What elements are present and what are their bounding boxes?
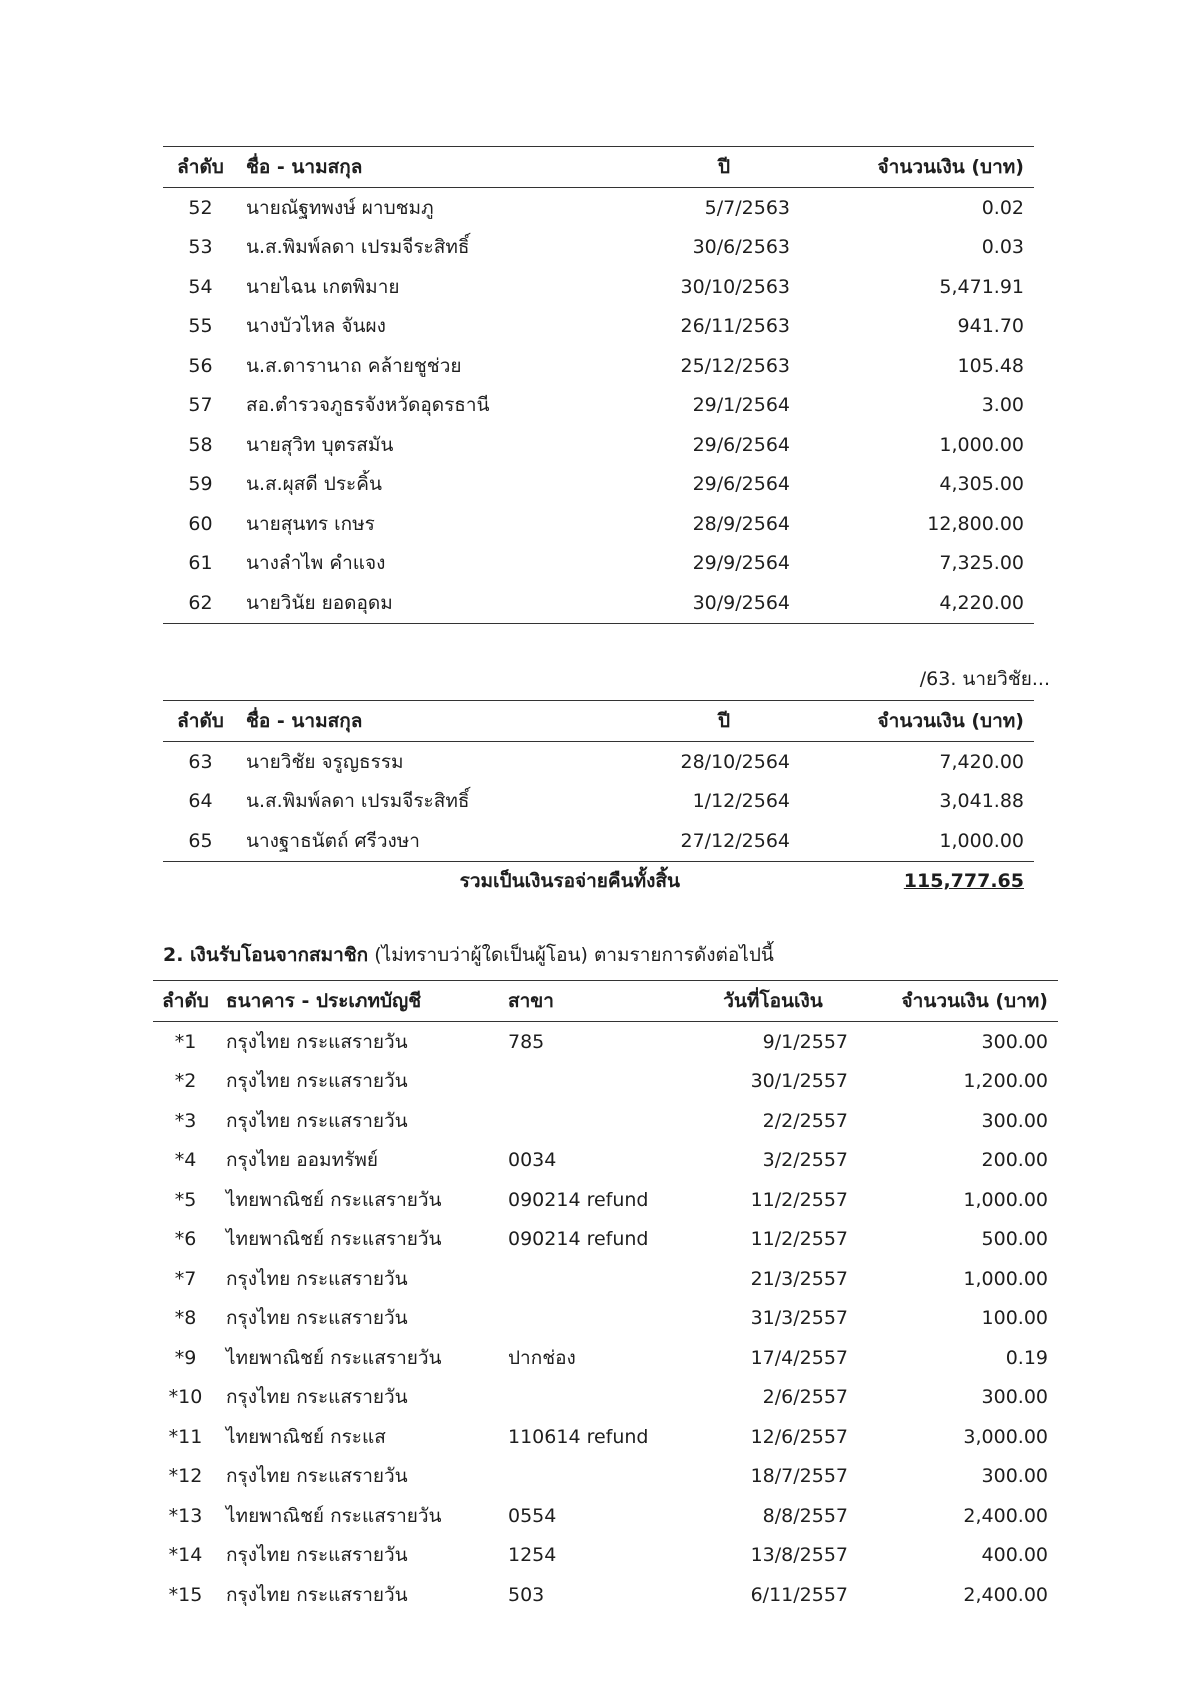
row-bank: ไทยพาณิชย์ กระแสรายวัน [226,1504,442,1527]
table-row [153,1259,1058,1299]
row-amount: 0.19 [1005,1346,1048,1369]
table-row [163,782,1034,822]
row-name: น.ส.พิมพ์ลดา เปรมจีระสิทธิ์ [246,236,470,259]
row-name: น.ส.พิมพ์ลดา เปรมจีระสิทธิ์ [246,790,470,813]
row-amount: 300.00 [981,1030,1048,1053]
row-branch: 503 [508,1583,545,1606]
table-row [163,504,1034,544]
row-bank: กรุงไทย กระแสรายวัน [226,1030,408,1053]
row-number: 53 [188,236,213,259]
row-branch: 090214 refund [508,1228,649,1251]
row-branch [508,1378,698,1418]
row-amount: 3,000.00 [963,1425,1048,1448]
header-name: ชื่อ - นามสกุล [238,147,658,188]
row-date: 31/3/2557 [750,1307,848,1330]
row-amount: 1,000.00 [800,821,1034,861]
row-amount: 2,400.00 [963,1504,1048,1527]
row-number: *13 [168,1504,203,1527]
row-amount: 105.48 [957,354,1024,377]
header-no: ลำดับ [163,147,238,188]
row-name: นายสุนทร เกษร [246,512,375,535]
total-row [163,861,1034,901]
row-number: *3 [174,1109,197,1132]
row-name: นางบัวไหล จันผง [246,315,386,338]
table-row [163,544,1034,584]
row-amount: 200.00 [981,1149,1048,1172]
row-amount: 941.70 [957,315,1024,338]
section-2-heading [163,940,774,970]
row-amount: 3.00 [981,394,1024,417]
table-row [153,1101,1058,1141]
table-row [153,1062,1058,1102]
row-amount: 3,041.88 [939,790,1024,813]
row-date: 28/9/2564 [692,512,790,535]
row-amount: 0.02 [981,196,1024,219]
row-number: 59 [188,473,213,496]
row-number: *9 [174,1346,197,1369]
row-date: 8/8/2557 [762,1504,848,1527]
row-amount: 1,000.00 [939,433,1024,456]
row-branch: 110614 refund [508,1425,649,1448]
row-number: 57 [188,394,213,417]
row-amount: 7,325.00 [939,552,1024,575]
row-date: 2/6/2557 [762,1386,848,1409]
row-name: นายสุวิท บุตรสมัน [246,433,394,456]
row-name: นายณัฐทพงษ์ ผาบชมภู [246,196,434,219]
row-date: 5/7/2563 [704,196,790,219]
row-bank: ไทยพาณิชย์ กระแสรายวัน [226,1346,442,1369]
row-date: 3/2/2557 [762,1149,848,1172]
table-row [153,1299,1058,1339]
row-number: *5 [174,1188,197,1211]
row-date: 29/6/2564 [692,473,790,496]
row-date: 11/2/2557 [750,1188,848,1211]
row-amount: 1,200.00 [963,1070,1048,1093]
header-year: ปี [658,147,800,188]
row-date: 29/6/2564 [692,433,790,456]
row-branch [508,1299,698,1339]
row-date: 17/4/2557 [750,1346,848,1369]
row-amount: 300.00 [981,1386,1048,1409]
row-number: *11 [168,1425,203,1448]
row-date: 2/2/2557 [762,1109,848,1132]
row-date: 29/9/2564 [692,552,790,575]
row-date: 1/12/2564 [692,790,790,813]
row-bank: ไทยพาณิชย์ กระแสรายวัน [226,1188,442,1211]
table-row [163,425,1034,465]
table-row [163,267,1034,307]
row-branch: 0554 [508,1504,557,1527]
row-amount: 12,800.00 [927,512,1024,535]
row-number: 62 [163,583,238,623]
table-row [153,1417,1058,1457]
row-date: 30/6/2563 [692,236,790,259]
row-amount: 1,000.00 [963,1267,1048,1290]
table-header-row [163,701,1034,742]
row-branch [508,1062,698,1102]
row-name: นายวิชัย จรูญธรรม [246,750,404,773]
row-date: 6/11/2557 [750,1583,848,1606]
row-number: *12 [168,1465,203,1488]
table-row [153,1338,1058,1378]
row-bank: ไทยพาณิชย์ กระแสรายวัน [226,1228,442,1251]
row-branch [508,1259,698,1299]
row-date: 30/10/2563 [680,275,790,298]
table-body [163,188,1034,624]
row-number: 58 [188,433,213,456]
header-no: ลำดับ [153,981,218,1022]
row-amount: 300.00 [981,1465,1048,1488]
table-row [153,1141,1058,1181]
row-date: 30/1/2557 [750,1070,848,1093]
row-branch: 0034 [508,1149,557,1172]
table-row [153,1536,1058,1576]
row-name: นายไฉน เกตพิมาย [246,275,400,298]
table-row [153,1180,1058,1220]
refund-table-part1 [163,146,1034,624]
row-amount: 100.00 [981,1307,1048,1330]
row-bank: กรุงไทย กระแสรายวัน [226,1307,408,1330]
total-value: 115,777.65 [903,870,1024,893]
row-date: 21/3/2557 [750,1267,848,1290]
header-year: ปี [658,701,800,742]
row-amount: 4,220.00 [800,583,1034,623]
row-branch: 090214 refund [508,1188,649,1211]
table-row [153,1457,1058,1497]
row-branch: 1254 [508,1544,557,1567]
row-date: 25/12/2563 [680,354,790,377]
row-amount: 400.00 [981,1544,1048,1567]
table-row [163,386,1034,426]
row-number: 60 [188,512,213,535]
section-2-subtitle: (ไม่ทราบว่าผู้ใดเป็นผู้โอน) ตามรายการดังต่อไปนี้ [368,944,774,966]
row-number: 65 [163,821,238,861]
header-amount: จำนวนเงิน (บาท) [848,981,1058,1022]
header-no: ลำดับ [163,701,238,742]
row-amount: 4,305.00 [939,473,1024,496]
row-branch: ปากช่อง [508,1346,576,1369]
row-date: 29/1/2564 [692,394,790,417]
row-name: น.ส.ดารานาถ คล้ายชูช่วย [246,354,462,377]
row-bank: ไทยพาณิชย์ กระแส [226,1425,386,1448]
row-name: นายวินัย ยอดอุดม [238,583,658,623]
row-number: *15 [168,1583,203,1606]
row-bank: กรุงไทย กระแสรายวัน [226,1267,408,1290]
row-number: 55 [188,315,213,338]
table-row [153,1220,1058,1260]
row-bank: กรุงไทย กระแสรายวัน [226,1583,408,1606]
table-row [163,465,1034,505]
header-date: วันที่โอนเงิน [698,981,848,1022]
table-row [163,307,1034,347]
table-row [163,583,1034,623]
row-date: 11/2/2557 [750,1228,848,1251]
row-date: 30/9/2564 [658,583,800,623]
row-number: 64 [188,790,213,813]
row-branch [508,1457,698,1497]
row-date: 9/1/2557 [762,1030,848,1053]
row-bank: กรุงไทย กระแสรายวัน [226,1070,408,1093]
table-row [163,188,1034,228]
table-row [163,821,1034,861]
row-number: *1 [174,1030,197,1053]
table-row [153,1378,1058,1418]
row-number: *4 [174,1149,197,1172]
header-amount: จำนวนเงิน (บาท) [800,147,1034,188]
table-row [163,346,1034,386]
row-amount: 300.00 [981,1109,1048,1132]
table-row [153,1022,1058,1062]
table-row [163,228,1034,268]
row-bank: กรุงไทย กระแสรายวัน [226,1109,408,1132]
row-date: 18/7/2557 [750,1465,848,1488]
row-date: 13/8/2557 [750,1544,848,1567]
table-row [153,1575,1058,1615]
row-bank: กรุงไทย กระแสรายวัน [226,1465,408,1488]
header-bank: ธนาคาร - ประเภทบัญชี [218,981,508,1022]
row-date: 12/6/2557 [750,1425,848,1448]
row-amount: 1,000.00 [963,1188,1048,1211]
row-number: 56 [188,354,213,377]
table-body [163,742,1034,862]
table-row [163,742,1034,782]
row-name: น.ส.ผุสดี ประคิ้น [246,473,382,496]
row-name: นางฐาธนัตถ์ ศรีวงษา [238,821,658,861]
row-name: สอ.ตำรวจภูธรจังหวัดอุดรธานี [246,394,490,417]
row-date: 27/12/2564 [658,821,800,861]
table-row [153,1496,1058,1536]
row-number: 54 [188,275,213,298]
row-branch: 785 [508,1030,545,1053]
row-number: *8 [174,1307,197,1330]
row-date: 28/10/2564 [680,750,790,773]
row-amount: 7,420.00 [939,750,1024,773]
row-number: *14 [168,1544,203,1567]
row-date: 26/11/2563 [680,315,790,338]
table-body [153,1022,1058,1615]
row-number: 61 [188,552,213,575]
row-number: *6 [174,1228,197,1251]
row-number: 52 [188,196,213,219]
row-bank: กรุงไทย กระแสรายวัน [226,1386,408,1409]
row-number: *10 [168,1386,203,1409]
transfer-table [153,980,1058,1615]
header-amount: จำนวนเงิน (บาท) [800,701,1034,742]
row-bank: กรุงไทย ออมทรัพย์ [226,1149,378,1172]
total-label: รวมเป็นเงินรอจ่ายคืนทั้งสิ้น [459,870,680,893]
table-header-row [153,981,1058,1022]
row-amount: 2,400.00 [963,1583,1048,1606]
section-2-title: 2. เงินรับโอนจากสมาชิก [163,944,369,966]
row-amount: 500.00 [981,1228,1048,1251]
row-bank: กรุงไทย กระแสรายวัน [226,1544,408,1567]
continuation-note: /63. นายวิชัย... [919,668,1050,690]
row-number: *7 [174,1267,197,1290]
header-name: ชื่อ - นามสกุล [238,701,658,742]
table-header-row [163,147,1034,188]
header-branch: สาขา [508,981,698,1022]
row-amount: 5,471.91 [939,275,1024,298]
row-name: นางลำไพ คำแจง [246,552,386,575]
row-branch [508,1101,698,1141]
refund-table-part2 [163,700,1034,901]
row-amount: 0.03 [981,236,1024,259]
row-number: *2 [174,1070,197,1093]
row-number: 63 [188,750,213,773]
